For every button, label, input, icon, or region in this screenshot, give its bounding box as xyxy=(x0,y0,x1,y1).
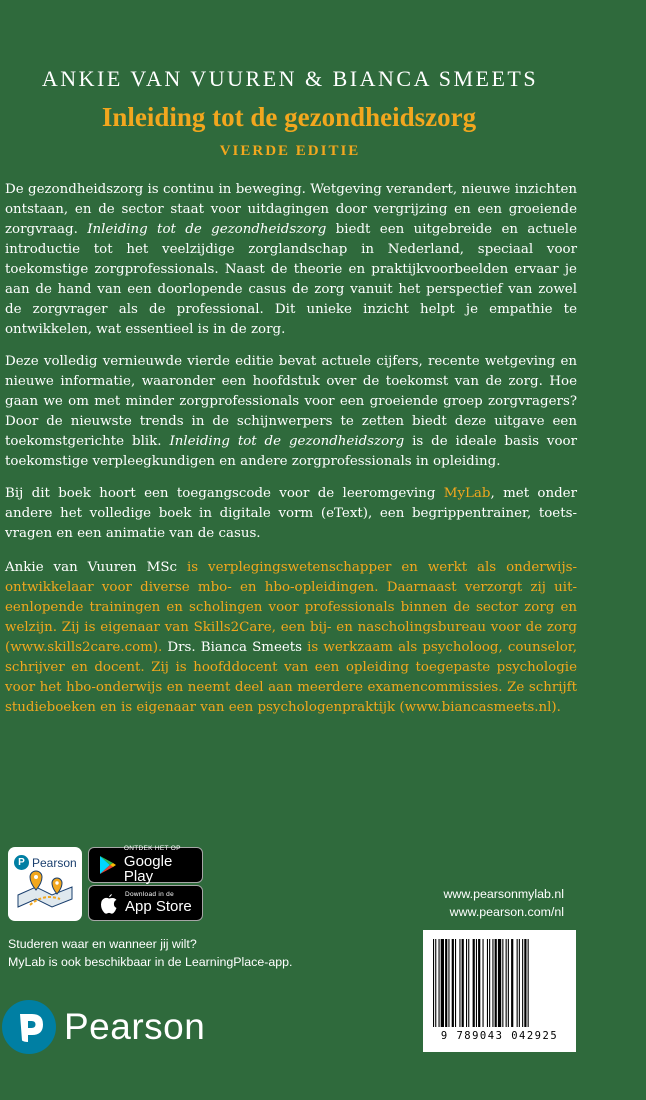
barcode-bars xyxy=(431,939,568,1027)
tile-brand: P Pearson xyxy=(14,855,77,870)
edition-label: VIERDE EDITIE xyxy=(219,143,361,159)
learningplace-app-tile xyxy=(8,847,82,921)
app-availability-note: Studeren waar en wanneer jij wilt? MyLab is ook beschikbaar in de LearningPlace-app. xyxy=(8,937,293,969)
author-name: Ankie van Vuuren MSc xyxy=(5,560,177,575)
mylab-paragraph: Bij dit boek hoort een toegangscode voor de leeromgeving MyLab, met onder andere het volledige boek in digitale vorm (eText), een begrippentrainer, toetsvragen en een animatie van de casus. xyxy=(5,486,577,541)
pearson-mini-icon: P xyxy=(14,855,29,870)
back-cover-text xyxy=(5,180,577,730)
intro-paragraph: De gezondheidszorg is continu in beweging. Wetgeving verandert, nieuwe inzichten ontstaan, en de sector staat voor uitdagingen door vergrijzing en een groeiende zorgvraag. Inleiding tot de gezondheidszorg biedt een uitgebreide en actuele introductie tot het veelzijdige zorglandschap in Nederland, speciaal voor toekomstige zorgprofessionals. Naast de theorie en praktijkvoorbeelden ervaar je aan de hand van een doorlopende casus de zorg vanuit het perspectief van zowel de zorgvrager als de professional. Dit unieke inzicht helpt je empathie te ontwikkelen, wat essentieel is in de zorg. xyxy=(5,182,578,337)
mylab-url[interactable]: www.pearsonmylab.nl xyxy=(443,887,564,901)
author-name: Drs. Bianca Smeets xyxy=(167,640,303,655)
pearson-url[interactable]: www.pearson.com/nl xyxy=(449,905,564,919)
map-pin-icon xyxy=(8,847,82,921)
inline-title: Inleiding tot de gezondheidszorg xyxy=(87,222,327,237)
website-links xyxy=(400,885,564,921)
app-store-badge[interactable]: Download in de App Store xyxy=(88,885,203,921)
apple-icon xyxy=(97,893,121,914)
isbn-number: 9 789043 042925 xyxy=(440,1030,559,1042)
google-play-icon xyxy=(97,855,120,875)
author-bio-paragraph: Ankie van Vuuren MSc is verplegingswetenschapper en werkt als onderwijsontwikkelaar voor diverse mbo- en hbo-opleidingen. Daarnaast verzorgt zij uiteenlopende trainingen en scholingen voor professionals binnen de sector zorg en welzijn. Zij is eigenaar van Skills2Care, een bij- en nascholingsbureau voor de zorg (www.skills2care.com). Drs. Bianca Smeets is werkzaam als psycholoog, counselor, schrijver en docent. Zij is hoofddocent van een opleiding toegepaste psychologie voor het hbo-onderwijs en neemt deel aan meerdere examencommissies. Ze schrijft studieboeken en is eigenaar van een psychologenpraktijk (www.biancasmeets.nl). xyxy=(5,560,577,715)
pearson-logo xyxy=(2,1000,205,1054)
authors-line: ANKIE VAN VUUREN & BIANCA SMEETS xyxy=(41,66,539,91)
isbn-barcode xyxy=(423,930,576,1052)
edition-paragraph: Deze volledig vernieuwde vierde editie bevat actuele cijfers, recente wetgeving en nieuwe informatie, waaronder een hoofdstuk over de toekomst van de zorg. Hoe gaan we om met minder zorgprofessionals voor een groeiende groep zorgvragers? Door de nieuwste trends in de schijnwerpers te zetten biedt deze uitgave een toekomstgerichte blik. Inleiding tot de gezondheidszorg is de ideale basis voor toekomstige verpleegkundigen en andere zorgprofessionals in opleiding. xyxy=(5,354,578,469)
pearson-wordmark: Pearson xyxy=(64,1006,206,1047)
pearson-p-icon xyxy=(2,1000,56,1054)
book-title: Inleiding tot de gezondheidszorg xyxy=(101,102,477,132)
mylab-mention: MyLab xyxy=(443,486,491,501)
inline-title: Inleiding tot de gezondheidszorg xyxy=(169,434,405,449)
google-play-badge[interactable]: ONTDEK HET OP Google Play xyxy=(88,847,203,883)
